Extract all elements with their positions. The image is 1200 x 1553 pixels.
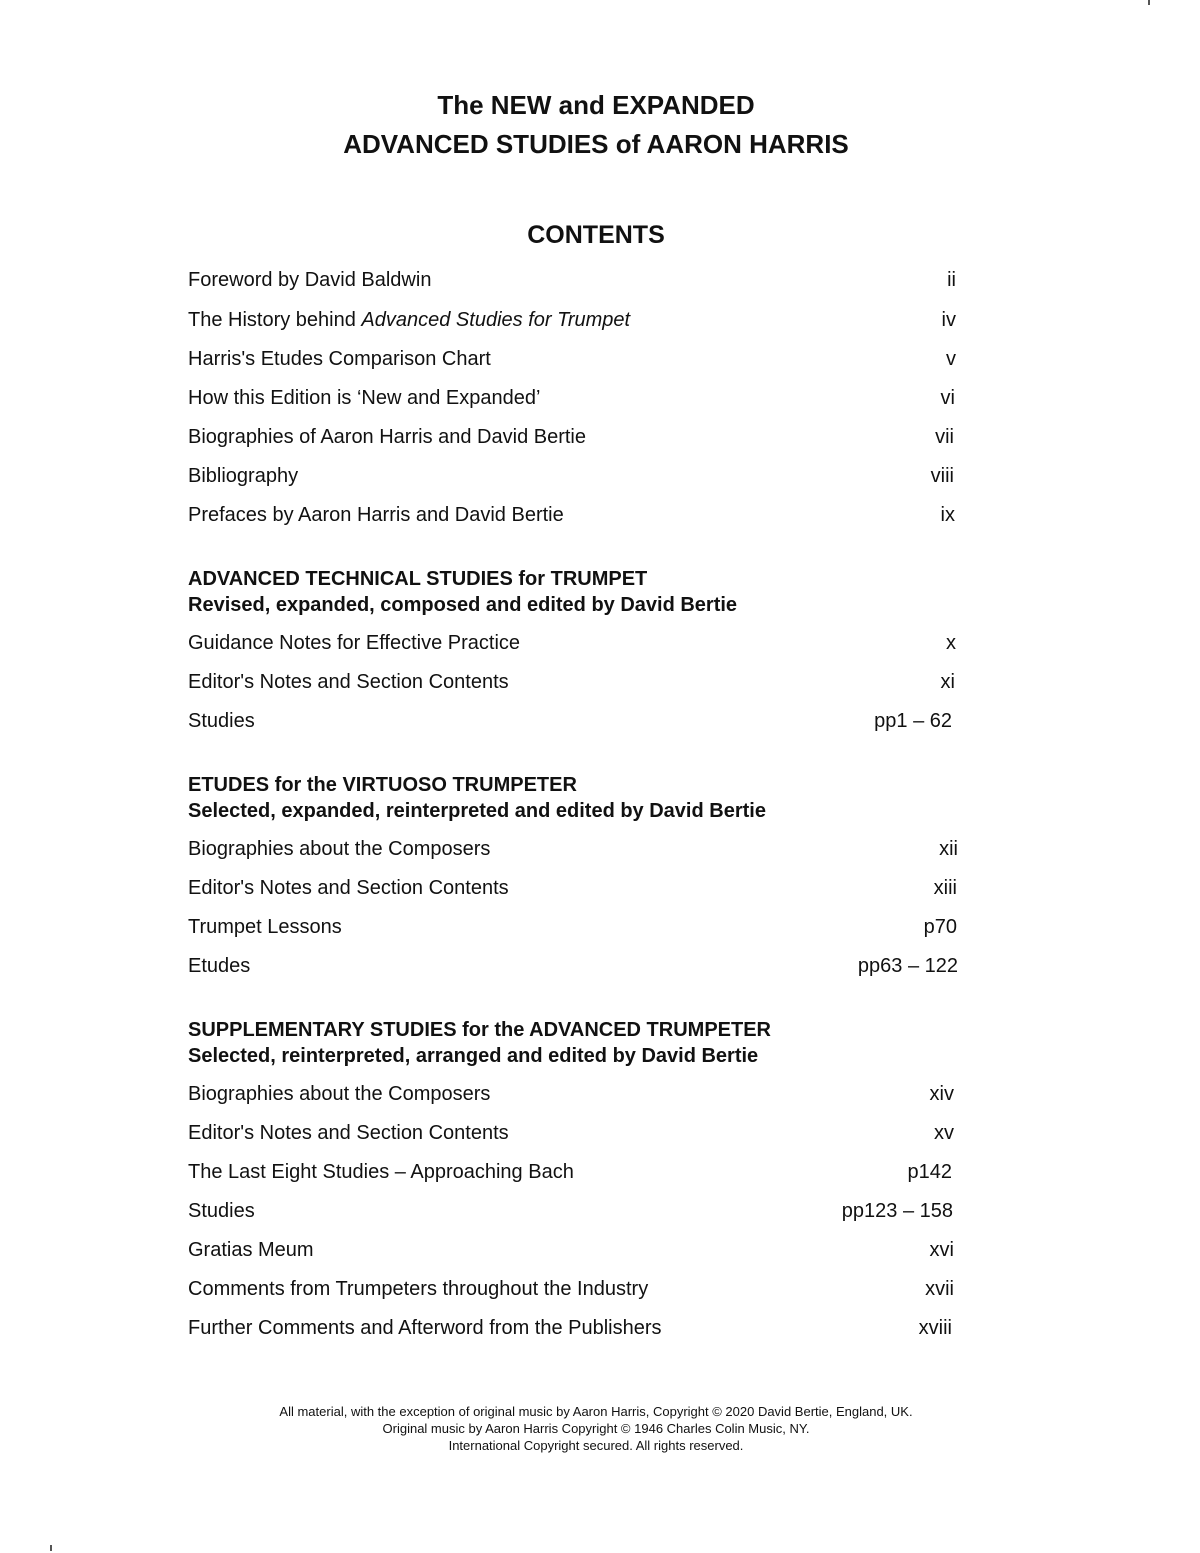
toc-entry-label: Editor's Notes and Section Contents bbox=[188, 1122, 509, 1144]
toc-entry-gratias-meum bbox=[188, 1235, 958, 1265]
toc-entry-label: Comments from Trumpeters throughout the Industry bbox=[188, 1278, 649, 1300]
toc-entry-label: Editor's Notes and Section Contents bbox=[188, 671, 509, 693]
toc-entry-studies bbox=[188, 706, 958, 736]
toc-entry-label: Foreword by David Baldwin bbox=[188, 269, 432, 291]
toc-entry-label: How this Edition is ‘New and Expanded’ bbox=[188, 387, 541, 409]
toc-entry-comments bbox=[188, 1274, 958, 1304]
toc-entry-page: x bbox=[946, 632, 956, 654]
toc-entry-foreword bbox=[188, 265, 958, 295]
section-subtitle: Selected, expanded, reinterpreted and edited by David Bertie bbox=[188, 800, 766, 822]
toc-entry-page: xv bbox=[934, 1122, 954, 1144]
section-subtitle: Revised, expanded, composed and edited by David Bertie bbox=[188, 594, 738, 616]
scan-artifact-mark bbox=[50, 1545, 52, 1551]
section-heading-supplementary-studies bbox=[188, 1017, 958, 1069]
toc-entry-page: v bbox=[946, 348, 956, 370]
toc-entry-page: p70 bbox=[923, 916, 957, 938]
toc-entry-studies bbox=[188, 1196, 958, 1226]
toc-entry-label: The Last Eight Studies – Approaching Bach bbox=[188, 1161, 574, 1183]
toc-entry-page: iv bbox=[941, 309, 956, 331]
toc-entry-new-expanded bbox=[188, 383, 958, 413]
toc-entry-label: Gratias Meum bbox=[188, 1239, 314, 1261]
toc-entry-biographies bbox=[188, 422, 958, 452]
toc-entry-page: xviii bbox=[918, 1317, 952, 1339]
toc-entry-page: vi bbox=[940, 387, 955, 409]
toc-entry-prefaces bbox=[188, 500, 958, 530]
contents-heading: CONTENTS bbox=[527, 221, 665, 249]
section-heading-virtuoso-etudes bbox=[188, 772, 958, 824]
toc-entry-label: Guidance Notes for Effective Practice bbox=[188, 632, 521, 654]
toc-entry-label: Biographies about the Composers bbox=[188, 1083, 491, 1105]
toc-entry-page: pp123 – 158 bbox=[841, 1200, 953, 1222]
copyright-line-3: International Copyright secured. All rights reserved. bbox=[448, 1438, 744, 1453]
toc-entry-label: Harris's Etudes Comparison Chart bbox=[188, 348, 491, 370]
toc-entry-page: pp1 – 62 bbox=[874, 710, 952, 732]
toc-entry-comparison-chart bbox=[188, 344, 958, 374]
title-line-2: ADVANCED STUDIES of AARON HARRIS bbox=[343, 129, 849, 159]
toc-entry-label: Trumpet Lessons bbox=[188, 916, 342, 938]
book-title-italic: Advanced Studies for Trumpet bbox=[361, 309, 631, 331]
toc-entry-editors-notes bbox=[188, 873, 958, 903]
toc-entry-editors-notes bbox=[188, 667, 958, 697]
toc-entry-page: xiv bbox=[929, 1083, 954, 1105]
toc-entry-composer-biographies bbox=[188, 1079, 958, 1109]
section-title: ADVANCED TECHNICAL STUDIES for TRUMPET bbox=[188, 568, 648, 590]
section-heading-technical-studies bbox=[188, 566, 958, 618]
toc-entry-label: Further Comments and Afterword from the Publishers bbox=[188, 1317, 662, 1339]
toc-entry-page: xvi bbox=[929, 1239, 954, 1261]
scan-artifact-mark bbox=[1148, 0, 1150, 5]
toc-entry-page: xi bbox=[940, 671, 955, 693]
toc-entry-page: pp63 – 122 bbox=[857, 955, 958, 977]
toc-entry-page: viii bbox=[930, 465, 954, 487]
toc-entry-page: xiii bbox=[933, 877, 957, 899]
toc-entry-last-eight-studies bbox=[188, 1157, 958, 1187]
toc-entry-composer-biographies bbox=[188, 834, 958, 864]
toc-entry-etudes bbox=[188, 951, 958, 981]
toc-entry-label: Biographies of Aaron Harris and David Bertie bbox=[188, 426, 586, 448]
toc-entry-page: vii bbox=[935, 426, 954, 448]
toc-entry-label: Studies bbox=[188, 1200, 255, 1222]
toc-entry-trumpet-lessons bbox=[188, 912, 958, 942]
toc-entry-page: p142 bbox=[907, 1161, 952, 1183]
toc-entry-page: ii bbox=[947, 269, 956, 291]
copyright-line-2: Original music by Aaron Harris Copyright © 1946 Charles Colin Music, NY. bbox=[382, 1421, 810, 1436]
toc-entry-bibliography bbox=[188, 461, 958, 491]
section-title: ETUDES for the VIRTUOSO TRUMPETER bbox=[188, 774, 577, 796]
section-title: SUPPLEMENTARY STUDIES for the ADVANCED TRUMPETER bbox=[188, 1019, 771, 1041]
document-title bbox=[0, 86, 1192, 164]
toc-entry-page: xii bbox=[939, 838, 958, 860]
copyright-line-1: All material, with the exception of original music by Aaron Harris, Copyright © 2020 David Bertie, England, UK. bbox=[279, 1404, 913, 1419]
toc-entry-label: Biographies about the Composers bbox=[188, 838, 491, 860]
toc-entry-guidance-notes bbox=[188, 628, 958, 658]
toc-entry-label: Editor's Notes and Section Contents bbox=[188, 877, 509, 899]
toc-entry-label: Prefaces by Aaron Harris and David Bertie bbox=[188, 504, 564, 526]
title-line-1: The NEW and EXPANDED bbox=[437, 90, 755, 120]
toc-entry-page: ix bbox=[940, 504, 955, 526]
toc-entry-label: Bibliography bbox=[188, 465, 299, 487]
toc-entry-history bbox=[188, 305, 958, 335]
section-subtitle: Selected, reinterpreted, arranged and edited by David Bertie bbox=[188, 1045, 759, 1067]
toc-entry-afterword bbox=[188, 1313, 958, 1343]
toc-entry-label: The History behind Advanced Studies for Trumpet bbox=[188, 309, 631, 331]
toc-entry-editors-notes bbox=[188, 1118, 958, 1148]
toc-entry-label: Studies bbox=[188, 710, 255, 732]
toc-entry-page: xvii bbox=[925, 1278, 954, 1300]
copyright-footer bbox=[0, 1403, 1192, 1454]
toc-entry-label: Etudes bbox=[188, 955, 251, 977]
